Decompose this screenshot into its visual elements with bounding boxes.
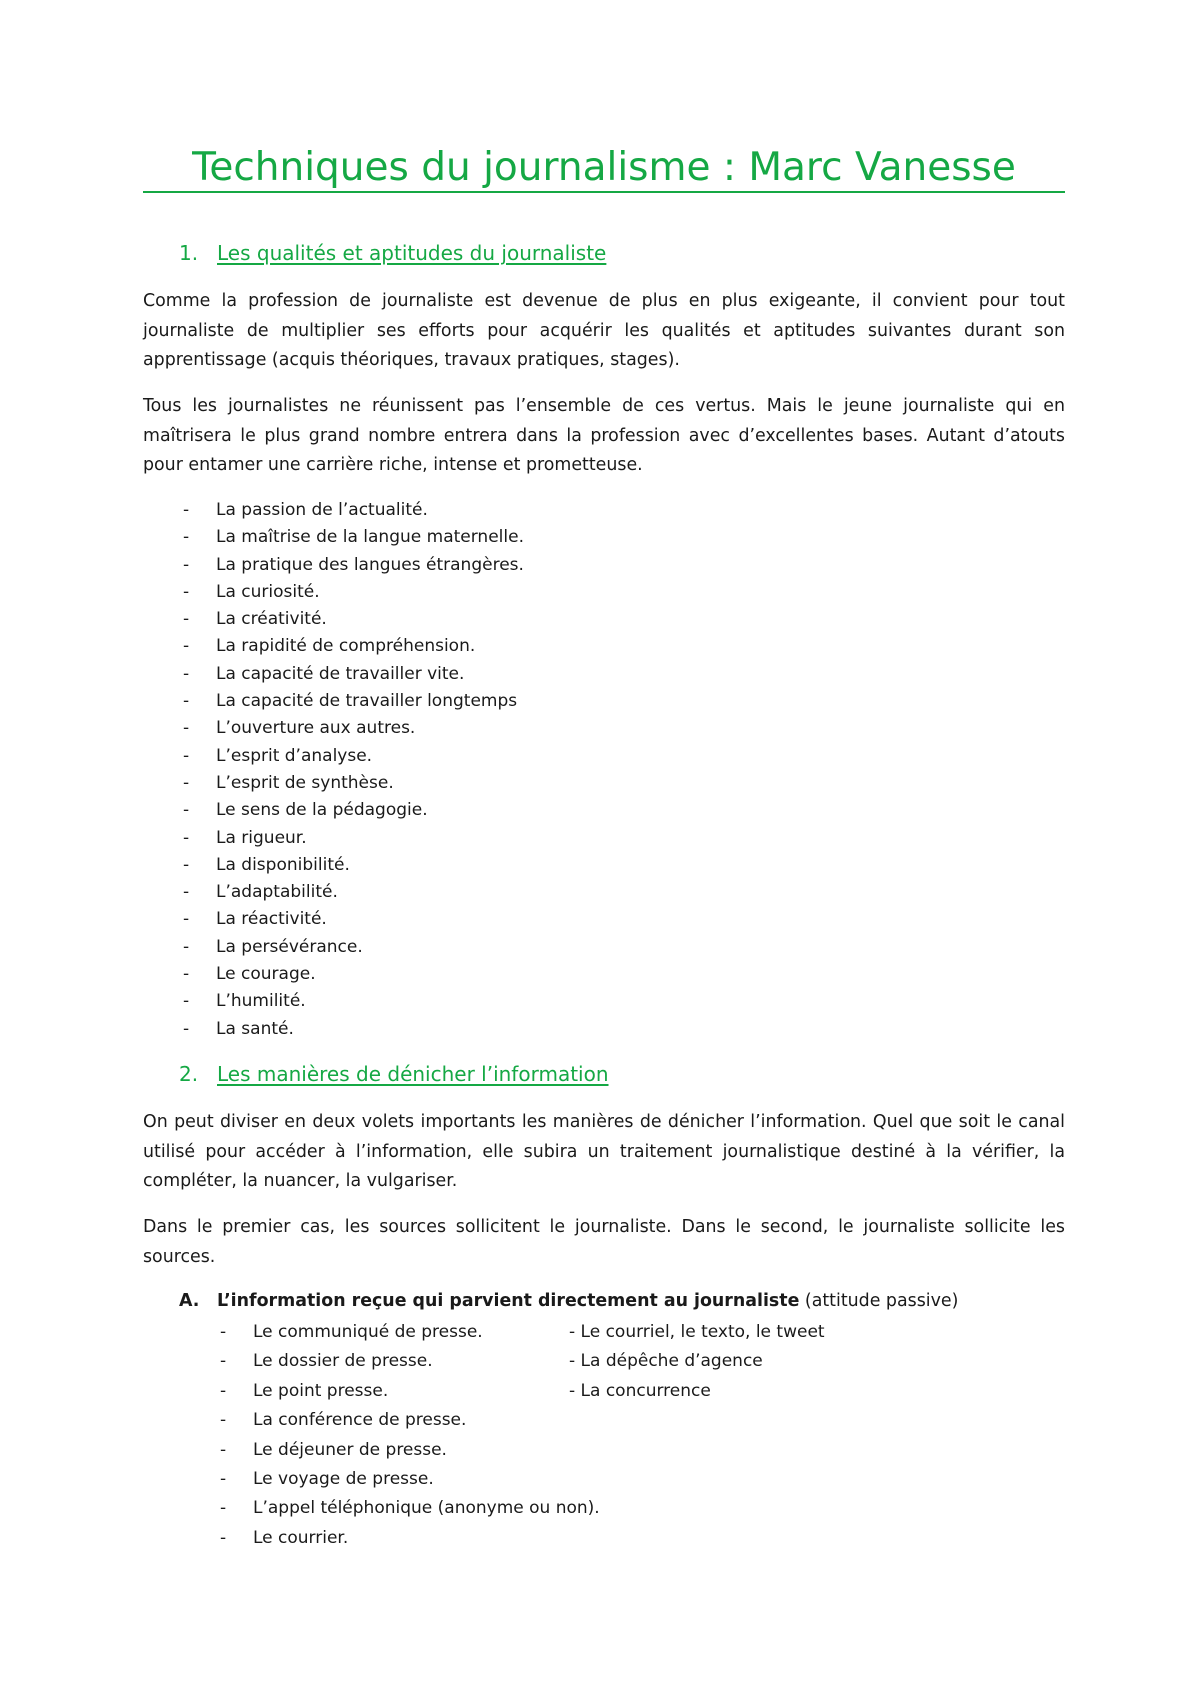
list-item: - L’humilité. [183,991,306,1012]
list-item: - L’appel téléphonique (anonyme ou non). [220,1498,600,1519]
document-title: Techniques du journalisme : Marc Vanesse [192,145,1016,190]
section-1-paragraph-1: Comme la profession de journaliste est devenue de plus en plus exigeante, il convient pour tout journaliste de multiplier ses efforts pour acquérir les qualités et aptitudes suivantes durant son apprentissage (acquis théoriques, travaux pratiques, stages). [143,291,1065,370]
list-item: - L’ouverture aux autres. [183,718,416,739]
list-item: - La pratique des langues étrangères. [183,554,524,575]
list-item: - La maîtrise de la langue maternelle. [183,527,524,548]
title-underline [143,191,1065,193]
subsection-a-letter: A. [179,1291,200,1311]
qualities-list [183,497,524,1043]
list-item: - Le courage. [183,964,316,985]
section-2-number: 2. [179,1062,199,1086]
list-item: - La rapidité de compréhension. [183,636,476,657]
list-item: - La persévérance. [183,936,363,957]
list-item: - L’esprit d’analyse. [183,745,373,766]
list-item: - Le voyage de presse. [220,1469,434,1490]
list-item: - La passion de l’actualité. [183,500,428,520]
list-item: - La capacité de travailler vite. [183,663,465,684]
list-item: - L’esprit de synthèse. [183,772,394,793]
list-item: - L’adaptabilité. [183,882,338,903]
section-2-title: Les manières de dénicher l’information [217,1062,609,1086]
sources-list-right [569,1318,825,1406]
list-item: - La curiosité. [183,581,320,602]
section-1-heading [179,238,606,268]
list-item: - Le point presse. [220,1380,389,1401]
list-item: - La rigueur. [183,827,307,848]
section-1-title: Les qualités et aptitudes du journaliste [217,241,607,265]
list-item: - La réactivité. [183,909,327,930]
list-item: - Le courrier. [220,1527,349,1548]
list-item: - La disponibilité. [183,854,350,875]
section-2-paragraph-2: Dans le premier cas, les sources sollicitent le journaliste. Dans le second, le journaliste sollicite les sources. [143,1217,1065,1267]
subsection-a-heading [179,1287,958,1316]
list-item: - La conférence de presse. [220,1410,467,1431]
section-1-number: 1. [179,241,199,265]
list-item: - Le sens de la pédagogie. [183,800,428,821]
list-item: - La dépêche d’agence [569,1351,763,1372]
section-1-paragraph-2: Tous les journalistes ne réunissent pas l’ensemble de ces vertus. Mais le jeune journaliste qui en maîtrisera le plus grand nombre entrera dans la profession avec d’excellentes bases. Autant d’atouts pour entamer une carrière riche, intense et prometteuse. [143,396,1065,475]
list-item: - Le courriel, le texto, le tweet [569,1322,825,1342]
subsection-a-title: L’information reçue qui parvient directement au journaliste [217,1291,800,1311]
list-item: - Le déjeuner de presse. [220,1439,447,1460]
section-2-paragraph-1: On peut diviser en deux volets importants les manières de dénicher l’information. Quel que soit le canal utilisé pour accéder à l’information, elle subira un traitement journalistique destiné à la vérifier, la compléter, la nuancer, la vulgariser. [143,1112,1065,1191]
list-item: - Le communiqué de presse. [220,1322,483,1342]
list-item: - La concurrence [569,1380,711,1401]
list-item: - La santé. [183,1018,294,1039]
list-item: - La créativité. [183,609,327,630]
list-item: - La capacité de travailler longtemps [183,691,518,712]
subsection-a-note: (attitude passive) [799,1291,959,1311]
section-2-heading [179,1059,609,1089]
list-item: - Le dossier de presse. [220,1351,433,1372]
sources-list-left [220,1318,600,1553]
